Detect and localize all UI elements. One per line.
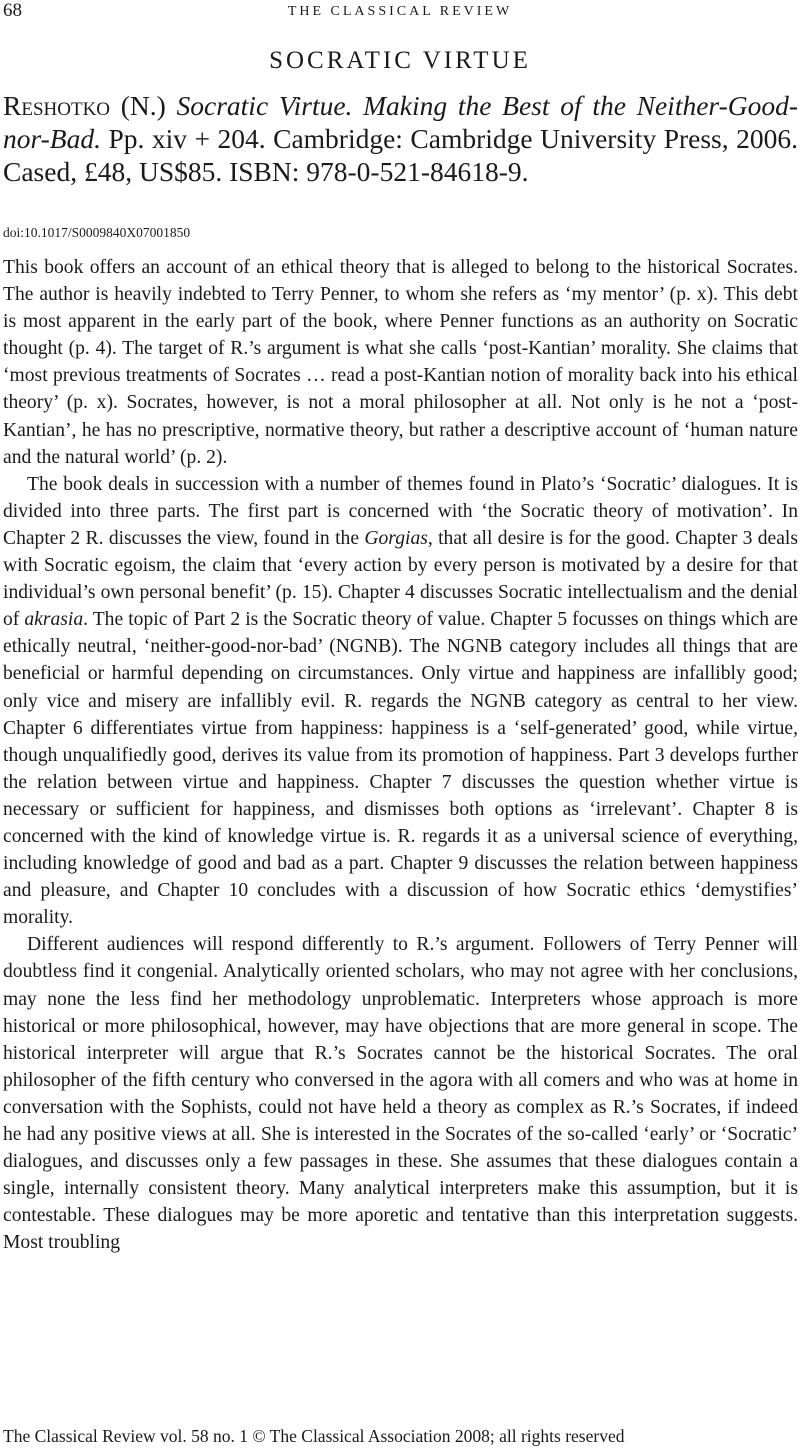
paragraph-2-text-c: . The topic of Part 2 is the Socratic theory of value. Chapter 5 focusses on things which are ethically neutral, ‘neither-good-nor-bad’ (NGNB). The NGNB category includes all things that are beneficial or harmful depending on circumstances. Only virtue and happiness are infallibly good; only vice and misery are infallibly evil. R. regards the NGNB category as central to her view. Chapter 6 differentiates virtue from happiness: happiness is a ‘self-generated’ good, while virtue, though unqualifiedly good, derives its value from its promotion of happiness. Part 3 develops further the relation between virtue and happiness. Chapter 7 discusses the question whether virtue is necessary or sufficient for happiness, and dismisses both options as ‘irrelevant’. Chapter 8 is concerned with the kind of knowledge virtue is. R. regards it as a universal science of everything, including knowledge of good and bad as a part. Chapter 9 discusses the relation between happiness and pleasure, and Chapter 10 concludes with a discussion of how Socratic ethics ‘demystifies’ morality. <box>3 609 798 929</box>
running-head <box>0 0 800 24</box>
journal-name: THE CLASSICAL REVIEW <box>287 4 513 19</box>
paragraph-2 <box>3 471 798 932</box>
akrasia-term: akrasia <box>24 609 84 631</box>
doi: doi:10.1017/S0009840X07001850 <box>3 225 191 240</box>
article-title: SOCRATIC VIRTUE <box>269 47 531 74</box>
review-body <box>3 254 798 1256</box>
gorgias-title: Gorgias <box>364 527 428 549</box>
book-citation <box>3 89 798 188</box>
paragraph-3: Different audiences will respond differently to R.’s argument. Followers of Terry Penner will doubtless find it congenial. Analytically oriented scholars, who may not agree with her conclusions, may none the less find her methodology unproblematic. Interpreters whose approach is more historical or more philosophical, however, may have objections that are more general in scope. The historical interpreter will argue that R.’s Socrates cannot be the historical Socrates. The oral philosopher of the fifth century who conversed in the agora with all comers and who was at home in conversation with the Sophists, could not have held a theory as complex as R.’s Socrates, if indeed he had any positive views at all. She is interested in the Socrates of the so-called ‘early’ or ‘Socratic’ dialogues, and discusses only a few passages in these. She assumes that these dialogues contain a single, internally consistent theory. Many analytical interpreters make this assumption, but it is contestable. These dialogues may be more aporetic and tentative than this interpretation suggests. Most troubling <box>3 934 798 1254</box>
publication-details: Pp. xiv + 204. Cambridge: Cambridge University Press, 2006. Cased, £48, US$85. ISBN: 978-0-521-84618-9. <box>3 123 798 187</box>
page-number: 68 <box>3 0 22 21</box>
author-surname: Reshotko <box>3 90 111 121</box>
paragraph-1: This book offers an account of an ethical theory that is alleged to belong to the historical Socrates. The author is heavily indebted to Terry Penner, to whom she refers as ‘my mentor’ (p. x). This debt is most apparent in the early part of the book, where Penner functions as an authority on Socratic thought (p. 4). The target of R.’s argument is what she calls ‘post-Kantian’ morality. She claims that ‘most previous treatments of Socrates … read a post-Kantian notion of morality back into his ethical theory’ (p. x). Socrates, however, is not a moral philosopher at all. Not only is he not a ‘post-Kantian’, he has no prescriptive, normative theory, but rather a descriptive account of ‘human nature and the natural world’ (p. 2). <box>3 257 798 468</box>
paragraph-2-text-b: , that all desire is for the good. Chapter 3 deals with Socratic egoism, the claim that ‘every action by every person is motivated by a desire for that individual’s own personal benefit’ (p. 15). Chapter 4 discusses Socratic intellectualism and the denial of <box>3 527 798 631</box>
paragraph-2-text-a: The book deals in succession with a number of themes found in Plato’s ‘Socratic’ dialogues. It is divided into three parts. The first part is concerned with ‘the Socratic theory of motivation’. In Chapter 2 R. discusses the view, found in the <box>3 473 798 549</box>
book-title: Socratic Virtue. Making the Best of the Neither-Good-nor-Bad. <box>3 90 798 154</box>
copyright-footer: The Classical Review vol. 58 no. 1 © The Classical Association 2008; all rights reserved <box>3 1426 625 1446</box>
author-initial: (N.) <box>110 90 177 121</box>
